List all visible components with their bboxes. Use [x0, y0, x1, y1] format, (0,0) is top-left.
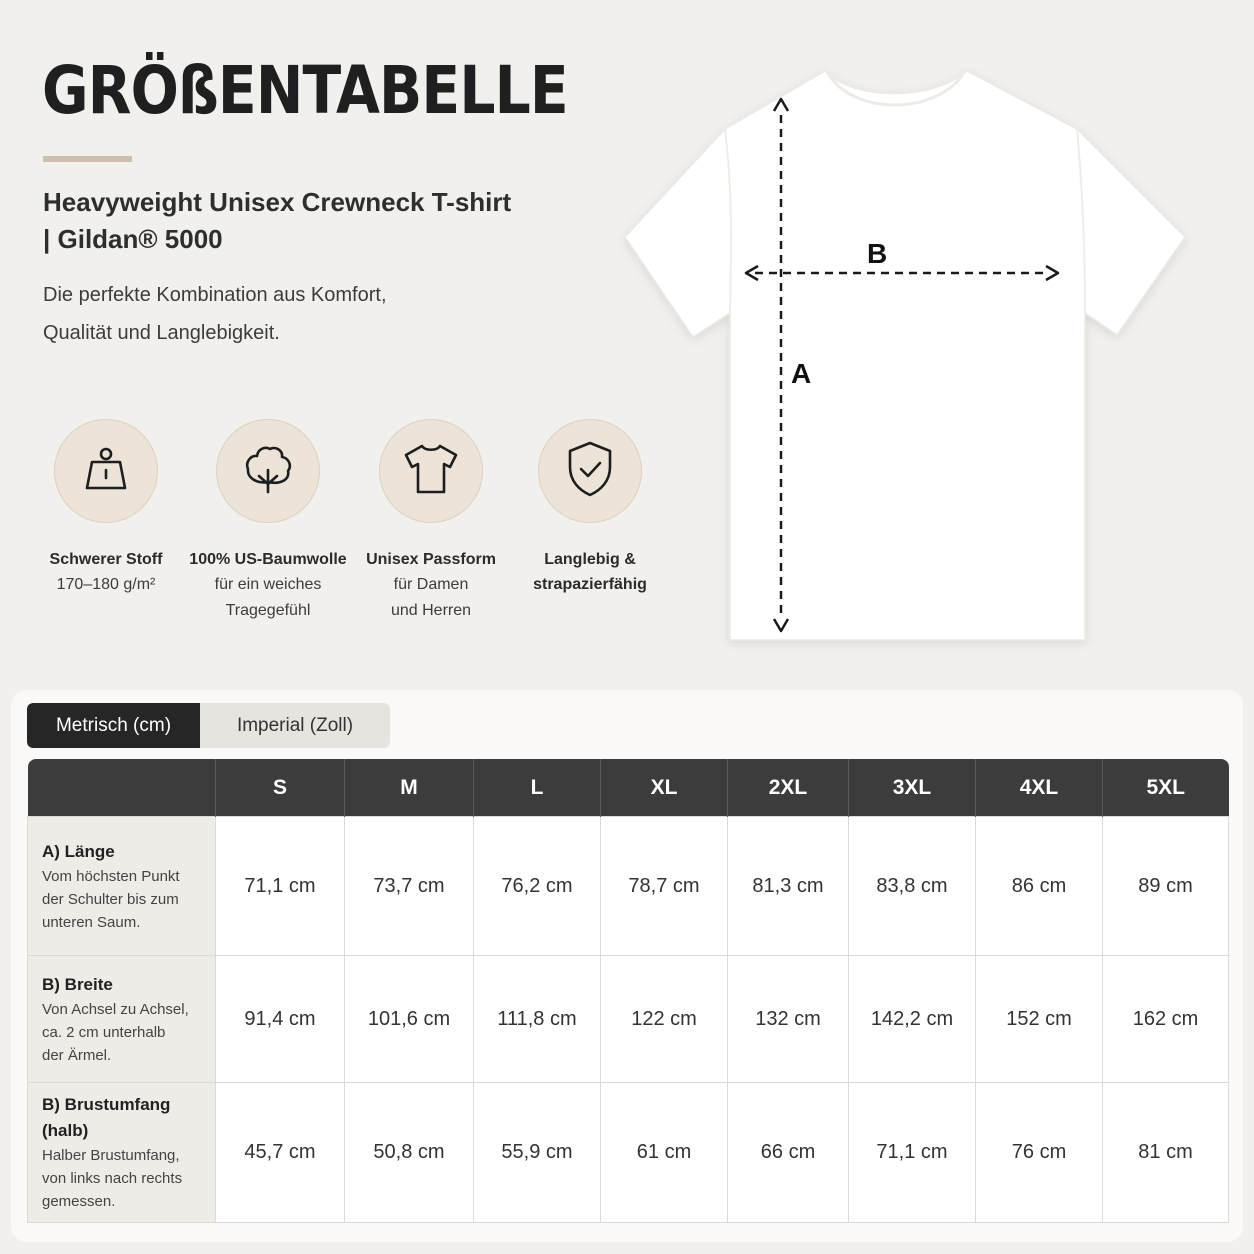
feature-subtitle: Tragegefühl	[225, 602, 311, 619]
row-title: (halb)	[42, 1121, 89, 1140]
tshirt-icon	[401, 439, 461, 504]
row-description: von links nach rechts	[42, 1170, 183, 1187]
table-cell: 76,2 cm	[474, 817, 601, 956]
shield-check-icon	[562, 439, 618, 504]
tagline-line2: Qualität und Langlebigkeit.	[43, 322, 280, 344]
table-row-width	[28, 956, 1229, 1083]
table-cell: 45,7 cm	[216, 1083, 345, 1223]
table-cell: 50,8 cm	[345, 1083, 474, 1223]
feature-icon-circle	[54, 419, 158, 523]
tab-metric[interactable]: Metrisch (cm)	[27, 703, 200, 748]
size-header: 3XL	[849, 759, 976, 817]
table-cell: 86 cm	[976, 817, 1103, 956]
table-cell: 101,6 cm	[345, 956, 474, 1083]
feature-icon-circle	[379, 419, 483, 523]
feature-title: 100% US-Baumwolle	[189, 551, 347, 568]
tshirt-illustration	[615, 55, 1195, 655]
table-cell: 81,3 cm	[728, 817, 849, 956]
row-description: der Schulter bis zum	[42, 890, 179, 908]
feature-subtitle: und Herren	[390, 602, 472, 619]
table-cell: 55,9 cm	[474, 1083, 601, 1223]
feature-heavy-fabric	[16, 419, 196, 598]
size-header: 4XL	[976, 759, 1103, 817]
feature-subtitle: für ein weiches	[214, 576, 322, 593]
row-description: gemessen.	[42, 1193, 116, 1210]
table-corner-cell	[28, 759, 216, 817]
size-header: 5XL	[1103, 759, 1229, 817]
table-cell: 71,1 cm	[849, 1083, 976, 1223]
table-cell: 91,4 cm	[216, 956, 345, 1083]
size-header: M	[345, 759, 474, 817]
row-description: der Ärmel.	[42, 1046, 112, 1064]
table-cell: 83,8 cm	[849, 817, 976, 956]
tab-imperial[interactable]: Imperial (Zoll)	[236, 714, 354, 736]
table-row-chest	[28, 1083, 1229, 1223]
size-header: L	[474, 759, 601, 817]
table-cell: 122 cm	[601, 956, 728, 1083]
feature-cotton	[178, 419, 358, 624]
table-header-row	[28, 759, 1229, 817]
feature-subtitle: 170–180 g/m²	[56, 576, 156, 593]
size-table	[27, 759, 1229, 1223]
product-name-line1: Heavyweight Unisex Crewneck T-shirt	[43, 187, 512, 217]
feature-title: Schwerer Stoff	[49, 551, 163, 568]
row-title: B) Brustumfang	[42, 1095, 171, 1114]
table-cell: 132 cm	[728, 956, 849, 1083]
page-title: GRÖßENTABELLE	[42, 52, 568, 129]
table-cell: 81 cm	[1103, 1083, 1229, 1223]
row-title: B) Breite	[42, 974, 113, 994]
feature-icon-circle	[216, 419, 320, 523]
tagline	[43, 276, 387, 352]
row-header	[28, 1083, 216, 1223]
row-description: ca. 2 cm unterhalb	[42, 1023, 166, 1041]
dimension-label-b: B	[867, 238, 888, 269]
product-name-line2: | Gildan® 5000	[43, 224, 223, 254]
table-cell: 71,1 cm	[216, 817, 345, 956]
feature-subtitle: für Damen	[393, 576, 469, 593]
table-cell: 111,8 cm	[474, 956, 601, 1083]
tagline-line1: Die perfekte Kombination aus Komfort,	[43, 284, 387, 306]
unit-tabs	[27, 703, 390, 748]
tshirt-diagram	[615, 55, 1195, 655]
row-description: Vom höchsten Punkt	[42, 867, 180, 885]
feature-unisex-fit	[341, 419, 521, 624]
cotton-icon	[239, 440, 297, 503]
weight-icon	[80, 443, 132, 500]
table-cell: 61 cm	[601, 1083, 728, 1223]
feature-title-line2: strapazierfähig	[533, 576, 647, 593]
row-header	[28, 956, 216, 1083]
dimension-label-a: A	[791, 358, 812, 389]
feature-title-line1: Langlebig &	[544, 551, 636, 568]
product-name	[43, 184, 511, 258]
size-header: S	[216, 759, 345, 817]
table-cell: 152 cm	[976, 956, 1103, 1083]
size-header: 2XL	[728, 759, 849, 817]
table-cell: 73,7 cm	[345, 817, 474, 956]
table-row-length	[28, 817, 1229, 956]
table-cell: 76 cm	[976, 1083, 1103, 1223]
table-cell: 162 cm	[1103, 956, 1229, 1083]
table-cell: 89 cm	[1103, 817, 1229, 956]
feature-title: Unisex Passform	[366, 551, 496, 568]
table-cell: 66 cm	[728, 1083, 849, 1223]
row-description: Halber Brustumfang,	[42, 1147, 180, 1164]
row-description: Von Achsel zu Achsel,	[42, 1000, 189, 1018]
table-cell: 142,2 cm	[849, 956, 976, 1083]
row-title: A) Länge	[42, 841, 115, 861]
row-description: unteren Saum.	[42, 913, 141, 931]
row-header	[28, 817, 216, 956]
title-underline	[43, 156, 132, 162]
table-cell: 78,7 cm	[601, 817, 728, 956]
size-header: XL	[601, 759, 728, 817]
